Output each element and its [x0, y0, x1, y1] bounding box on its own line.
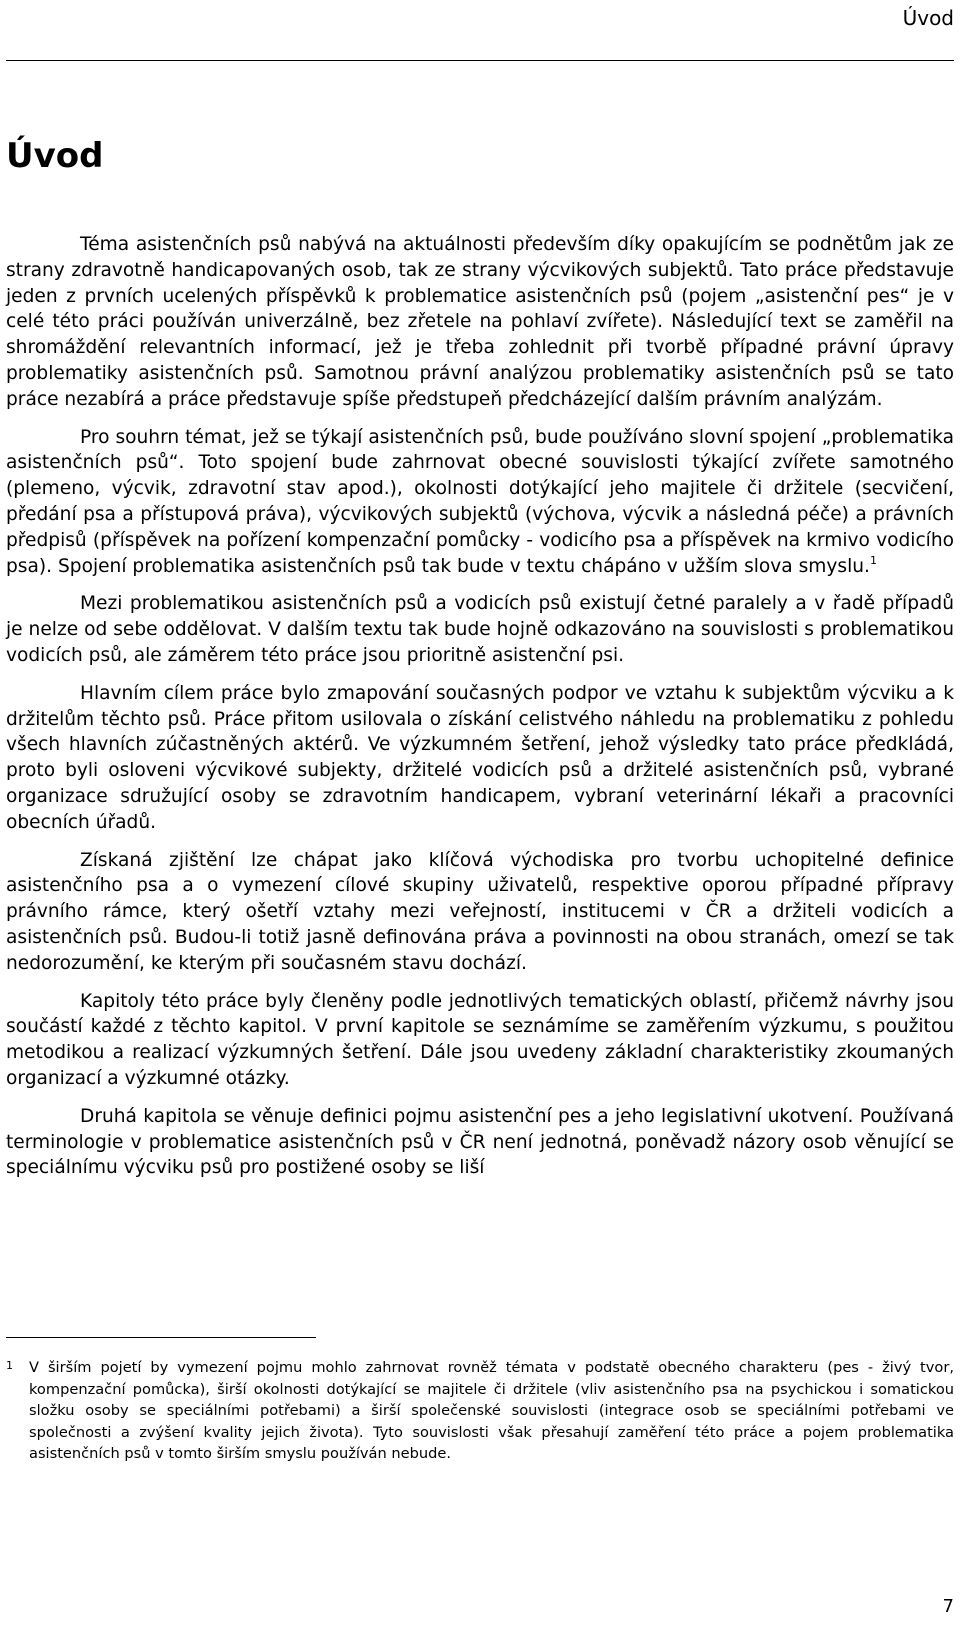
page-number: 7	[942, 1596, 954, 1617]
footnote	[6, 1357, 954, 1465]
paragraph	[6, 425, 954, 580]
paragraph: Kapitoly této práce byly členěny podle jednotlivých tematických oblastí, přičemž návrhy jsou součástí každé z těchto kapitol. V první kapitole se seznámíme se zaměřením výzkumu, s použitou metodikou a realizací výzkumných šetření. Dále jsou uvedeny základní charakteristiky zkoumaných organizací a výzkumné otázky.	[6, 990, 954, 1089]
footnote-reference[interactable]: 1	[869, 553, 877, 567]
paragraph: Druhá kapitola se věnuje definici pojmu asistenční pes a jeho legislativní ukotvení. Používaná terminologie v problematice asistenčních psů v ČR není jednotná, poněvadž názory osob věnující se speciálnímu výcviku psů pro postižené osoby se liší	[6, 1105, 954, 1179]
paragraph: Hlavním cílem práce bylo zmapování současných podpor ve vztahu k subjektům výcviku a k držitelům těchto psů. Práce přitom usilovala o získání celistvého náhledu na problematiku z pohledu všech hlavních zúčastněných aktérů. Ve výzkumném šetření, jehož výsledky tato práce předkládá, proto byli osloveni výcvikové subjekty, držitelé vodicích psů a držitelé asistenčních psů, vybrané organizace sdružující osoby se zdravotním handicapem, vybraní veterinární lékaři a pracovníci obecních úřadů.	[6, 682, 954, 833]
footnote-text: V širším pojetí by vymezení pojmu mohlo zahrnovat rovněž témata v podstatě obecného charakteru (pes - živý tvor, kompenzační pomůcka), širší okolnosti dotýkající se majitele či držitele (vliv asistenčního psa na psychickou i somatickou složku osoby se speciálními potřebami) a širší společenské souvislosti (integrace osob se speciálními potřebami ve společnosti a zvýšení kvality jejich života). Tyto souvislosti však přesahují zaměření této práce a pojem problematika asistenčních psů v tomto širším smyslu používán nebude.	[29, 1359, 954, 1462]
header-rule	[6, 60, 954, 61]
paragraph-text: Pro souhrn témat, jež se týkají asistenčních psů, bude používáno slovní spojení „problematika asistenčních psů“. Toto spojení bude zahrnovat obecné souvislosti týkající zvířete samotného (plemeno, výcvik, zdravotní stav apod.), okolnosti dotýkající jeho majitele či držitele (secvičení, předání psa a přístupová práva), výcvikových subjektů (výchova, výcvik a následná péče) a právních předpisů (příspěvek na pořízení kompenzační pomůcky - vodicího psa a příspěvek na krmivo vodicího psa). Spojení problematika asistenčních psů tak bude v textu chápáno v užším slova smyslu.	[6, 426, 954, 577]
paragraph: Získaná zjištění lze chápat jako klíčová východiska pro tvorbu uchopitelné definice asistenčního psa a o vymezení cílové skupiny uživatelů, respektive oporou případné přípravy právního rámce, který ošetří vztahy mezi veřejností, institucemi v ČR a držiteli vodicích a asistenčních psů. Budou-li totiž jasně definována práva a povinnosti na obou stranách, omezí se tak nedorozumění, ke kterým při současném stavu dochází.	[6, 849, 954, 974]
running-header-title: Úvod	[902, 6, 954, 30]
paragraph: Mezi problematikou asistenčních psů a vodicích psů existují četné paralely a v řadě případů je nelze od sebe oddělovat. V dalším textu tak bude hojně odkazováno na souvislosti s problematikou vodicích psů, ale záměrem této práce jsou prioritně asistenční psi.	[6, 593, 954, 666]
body-text	[6, 232, 954, 1193]
chapter-title: Úvod	[6, 136, 104, 176]
paragraph: Téma asistenčních psů nabývá na aktuálnosti především díky opakujícím se podnětům jak ze strany zdravotně handicapovaných osob, tak ze strany výcvikových subjektů. Tato práce představuje jeden z prvních ucelených příspěvků k problematice asistenčních psů (pojem „asistenční pes“ je v celé této práci používán univerzálně, bez zřetele na pohlaví zvířete). Následující text se zaměřil na shromáždění relevantních informací, jež je třeba zohlednit při tvorbě případné právní úpravy problematiky asistenčních psů. Samotnou právní analýzou problematiky asistenčních psů se tato práce nezabírá a práce představuje spíše předstupeň předcházející dalším právním analýzám.	[6, 234, 954, 410]
footnote-number: 1	[6, 1359, 13, 1372]
footnote-separator	[6, 1337, 316, 1338]
